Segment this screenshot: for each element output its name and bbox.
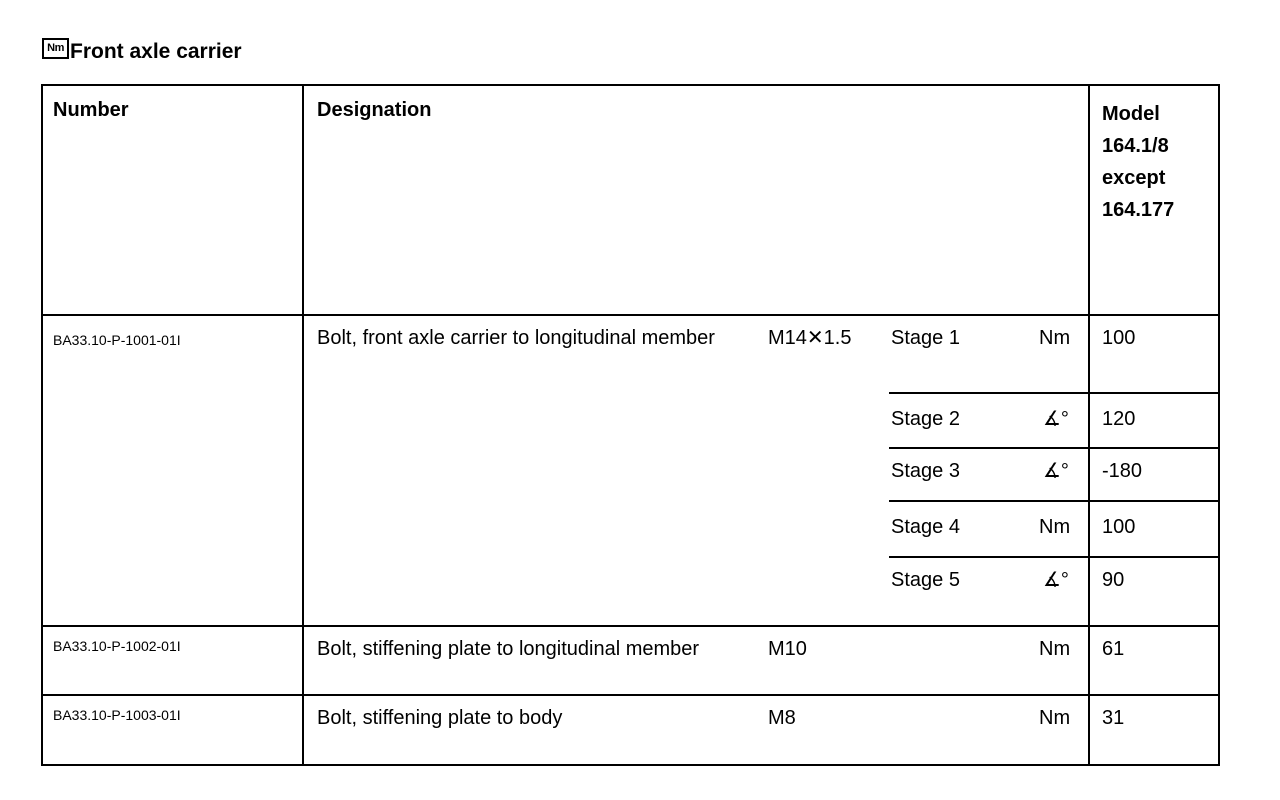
table-border-left (41, 84, 43, 766)
header-number: Number (53, 99, 129, 121)
torque-value: 100 (1102, 516, 1136, 538)
designation: Bolt, stiffening plate to body (317, 707, 563, 729)
stage-label: Stage 5 (891, 569, 960, 591)
header-model-line: 164.1/8 (1102, 135, 1169, 157)
thread-size: M8 (768, 707, 796, 729)
stage-label: Stage 3 (891, 460, 960, 482)
row-divider (41, 625, 1220, 627)
table-border-top (41, 84, 1220, 86)
stage-divider (889, 500, 1220, 502)
part-number: BA33.10-P-1001-01I (53, 332, 181, 348)
row-divider (41, 694, 1220, 696)
header-model-line: 164.177 (1102, 199, 1175, 221)
angle-icon: ∡° (1043, 408, 1069, 430)
row-divider (41, 314, 1220, 316)
stage-divider (889, 447, 1220, 449)
stage-label: Stage 1 (891, 327, 960, 349)
part-number: BA33.10-P-1003-01I (53, 707, 181, 723)
torque-value: 120 (1102, 408, 1136, 430)
torque-nm-icon: Nm (42, 38, 69, 59)
torque-value: 31 (1102, 707, 1125, 729)
torque-value: 61 (1102, 638, 1125, 660)
header-model-line: except (1102, 167, 1166, 189)
stage-divider (889, 392, 1220, 394)
angle-icon: ∡° (1043, 460, 1069, 482)
torque-value: -180 (1102, 460, 1143, 482)
header-designation: Designation (317, 99, 432, 121)
thread-size: M14✕1.5 (768, 327, 852, 349)
stage-divider (889, 556, 1220, 558)
page-title: Front axle carrier (70, 40, 242, 63)
header-model (1102, 98, 1174, 226)
table-border-right (1218, 84, 1220, 766)
torque-value: 90 (1102, 569, 1125, 591)
header-model-line: Model (1102, 103, 1160, 125)
stage-label: Stage 2 (891, 408, 960, 430)
unit-nm: Nm (1039, 327, 1071, 349)
unit-nm: Nm (1039, 638, 1071, 660)
thread-size: M10 (768, 638, 807, 660)
unit-nm: Nm (1039, 516, 1071, 538)
angle-icon: ∡° (1043, 569, 1069, 591)
table-border-bottom (41, 764, 1220, 766)
column-divider (1088, 84, 1090, 766)
designation: Bolt, front axle carrier to longitudinal member (317, 327, 715, 349)
part-number: BA33.10-P-1002-01I (53, 638, 181, 654)
torque-value: 100 (1102, 327, 1136, 349)
unit-nm: Nm (1039, 707, 1071, 729)
stage-label: Stage 4 (891, 516, 960, 538)
column-divider (302, 84, 304, 766)
designation: Bolt, stiffening plate to longitudinal member (317, 638, 700, 660)
